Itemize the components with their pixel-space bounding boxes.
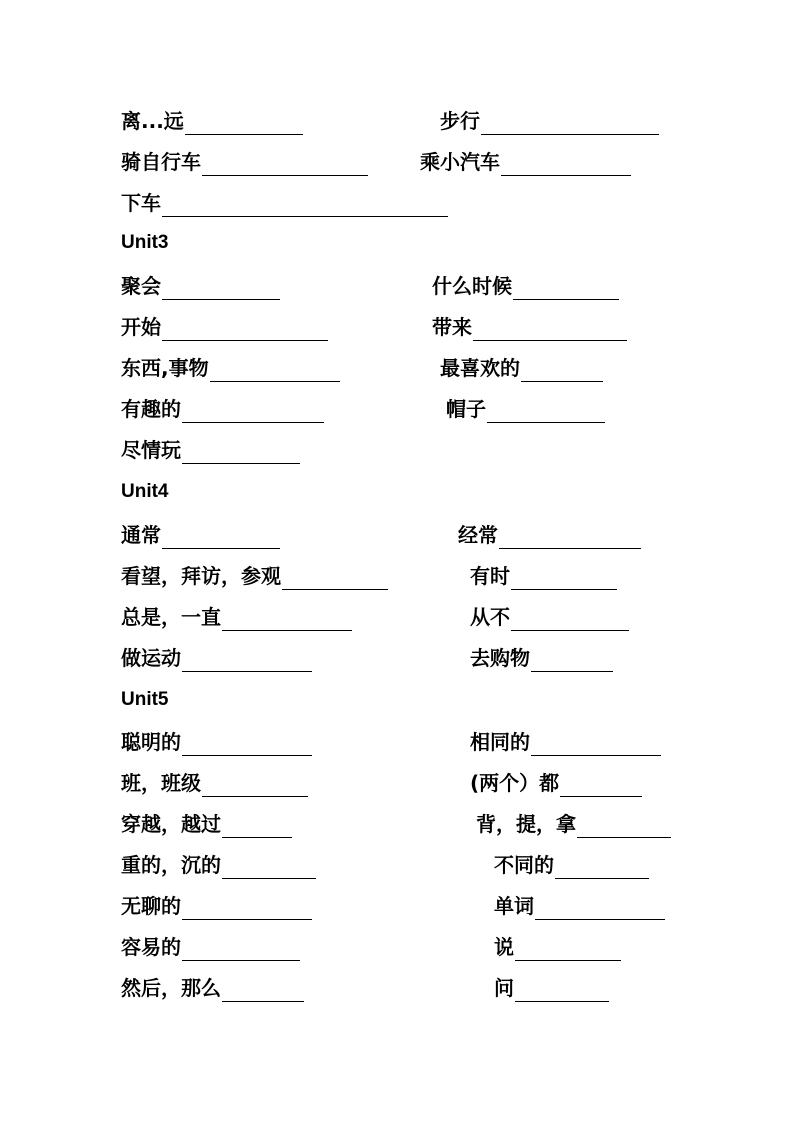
vocab-term: 问 (494, 976, 514, 1000)
vocab-term: 容易的 (121, 935, 181, 959)
vocab-term: 最喜欢的 (440, 356, 520, 380)
vocab-term: 离...远 (121, 109, 184, 133)
answer-blank[interactable] (182, 893, 312, 920)
vocab-item-right (494, 847, 649, 879)
vocab-row (0, 268, 794, 300)
vocab-item-right (470, 599, 629, 631)
vocab-item-left (121, 929, 300, 961)
answer-blank[interactable] (560, 770, 642, 797)
vocab-term: 看望，拜访，参观 (121, 564, 281, 588)
vocab-term: 骑自行车 (121, 150, 201, 174)
answer-blank[interactable] (515, 934, 621, 961)
vocab-term: 经常 (458, 523, 498, 547)
answer-blank[interactable] (535, 893, 665, 920)
answer-blank[interactable] (162, 522, 280, 549)
vocab-item-left (121, 599, 352, 631)
vocab-term: 有时 (470, 564, 510, 588)
vocab-item-right (494, 888, 665, 920)
vocab-item-left (121, 640, 312, 672)
answer-blank[interactable] (222, 811, 292, 838)
answer-blank[interactable] (182, 645, 312, 672)
vocab-term: 尽情玩 (121, 438, 181, 462)
vocab-item-right (432, 268, 619, 300)
answer-blank[interactable] (222, 975, 304, 1002)
vocab-row (0, 350, 794, 382)
answer-blank[interactable] (555, 852, 649, 879)
vocab-term: 单词 (494, 894, 534, 918)
unit-heading: Unit5 (121, 689, 169, 710)
vocab-item-right (470, 724, 661, 756)
answer-blank[interactable] (162, 314, 328, 341)
vocab-term: 步行 (440, 109, 480, 133)
answer-blank[interactable] (521, 355, 603, 382)
vocab-item-left (121, 558, 388, 590)
vocab-item-left (121, 765, 308, 797)
answer-blank[interactable] (182, 437, 300, 464)
vocab-term: 帽子 (446, 397, 486, 421)
answer-blank[interactable] (473, 314, 627, 341)
vocab-row (0, 640, 794, 672)
answer-blank[interactable] (487, 396, 605, 423)
answer-blank[interactable] (222, 852, 316, 879)
vocab-term: 重的，沉的 (121, 853, 221, 877)
answer-blank[interactable] (182, 729, 312, 756)
vocab-term: 下车 (121, 191, 161, 215)
vocab-item-left (121, 309, 328, 341)
vocab-row (0, 888, 794, 920)
vocab-row (0, 144, 794, 176)
vocab-row (0, 970, 794, 1002)
answer-blank[interactable] (531, 645, 613, 672)
vocab-row (0, 806, 794, 838)
answer-blank[interactable] (185, 108, 303, 135)
vocab-item-left (121, 268, 280, 300)
vocab-term: 有趣的 (121, 397, 181, 421)
unit-heading: Unit3 (121, 232, 169, 253)
answer-blank[interactable] (162, 190, 448, 217)
vocab-term: 无聊的 (121, 894, 181, 918)
answer-blank[interactable] (210, 355, 340, 382)
answer-blank[interactable] (515, 975, 609, 1002)
vocab-item-left (121, 970, 304, 1002)
answer-blank[interactable] (202, 149, 368, 176)
vocab-term: 聚会 (121, 274, 161, 298)
answer-blank[interactable] (202, 770, 308, 797)
vocab-term: 穿越，越过 (121, 812, 221, 836)
vocab-row (0, 391, 794, 423)
answer-blank[interactable] (481, 108, 659, 135)
vocab-item-left (121, 806, 292, 838)
vocab-item-left (121, 391, 324, 423)
vocab-item-right (420, 144, 631, 176)
vocab-term: 班，班级 (121, 771, 201, 795)
vocab-row (0, 765, 794, 797)
vocab-term: 去购物 (470, 646, 530, 670)
vocab-item-right (440, 350, 603, 382)
vocab-term: 通常 (121, 523, 161, 547)
vocab-term: 相同的 (470, 730, 530, 754)
answer-blank[interactable] (182, 934, 300, 961)
vocab-row (0, 847, 794, 879)
vocab-item-right (432, 309, 627, 341)
vocab-item-right (446, 391, 605, 423)
vocab-term: 乘小汽车 (420, 150, 500, 174)
vocab-term: 什么时候 (432, 274, 512, 298)
vocab-item-left (121, 432, 300, 464)
answer-blank[interactable] (162, 273, 280, 300)
vocab-term: 开始 (121, 315, 161, 339)
answer-blank[interactable] (282, 563, 388, 590)
answer-blank[interactable] (222, 604, 352, 631)
vocab-row (0, 432, 794, 464)
vocab-row (0, 724, 794, 756)
vocab-item-left (121, 724, 312, 756)
answer-blank[interactable] (499, 522, 641, 549)
vocab-term: 从不 (470, 605, 510, 629)
vocab-term: 总是，一直 (121, 605, 221, 629)
vocab-item-right (440, 103, 659, 135)
vocab-item-right (470, 765, 642, 797)
answer-blank[interactable] (511, 604, 629, 631)
vocab-term: 背，提，拿 (476, 812, 576, 836)
vocab-row (0, 103, 794, 135)
vocab-item-right (494, 970, 609, 1002)
vocab-term: 聪明的 (121, 730, 181, 754)
vocab-row (0, 599, 794, 631)
vocab-term: 东西,事物 (121, 356, 209, 380)
vocab-item-right (470, 558, 617, 590)
vocab-row (0, 309, 794, 341)
vocab-row (0, 929, 794, 961)
answer-blank[interactable] (513, 273, 619, 300)
vocab-item-left (121, 144, 368, 176)
vocab-item-left (121, 888, 312, 920)
vocab-term: 不同的 (494, 853, 554, 877)
vocab-item-right (470, 640, 613, 672)
vocab-item-right (476, 806, 671, 838)
vocab-term: 做运动 (121, 646, 181, 670)
vocab-term: 带来 (432, 315, 472, 339)
vocab-row (0, 185, 794, 217)
vocab-item-left (121, 517, 280, 549)
vocab-row (0, 558, 794, 590)
vocab-term: 然后，那么 (121, 976, 221, 1000)
answer-blank[interactable] (577, 811, 671, 838)
unit-heading: Unit4 (121, 481, 169, 502)
vocab-item-left (121, 185, 448, 217)
answer-blank[interactable] (501, 149, 631, 176)
answer-blank[interactable] (182, 396, 324, 423)
vocab-item-left (121, 350, 340, 382)
vocab-item-left (121, 103, 303, 135)
vocab-item-right (494, 929, 621, 961)
vocab-row (0, 517, 794, 549)
vocab-item-left (121, 847, 316, 879)
answer-blank[interactable] (531, 729, 661, 756)
vocab-item-right (458, 517, 641, 549)
vocab-term: 说 (494, 935, 514, 959)
vocab-term: (两个）都 (470, 771, 560, 795)
answer-blank[interactable] (511, 563, 617, 590)
